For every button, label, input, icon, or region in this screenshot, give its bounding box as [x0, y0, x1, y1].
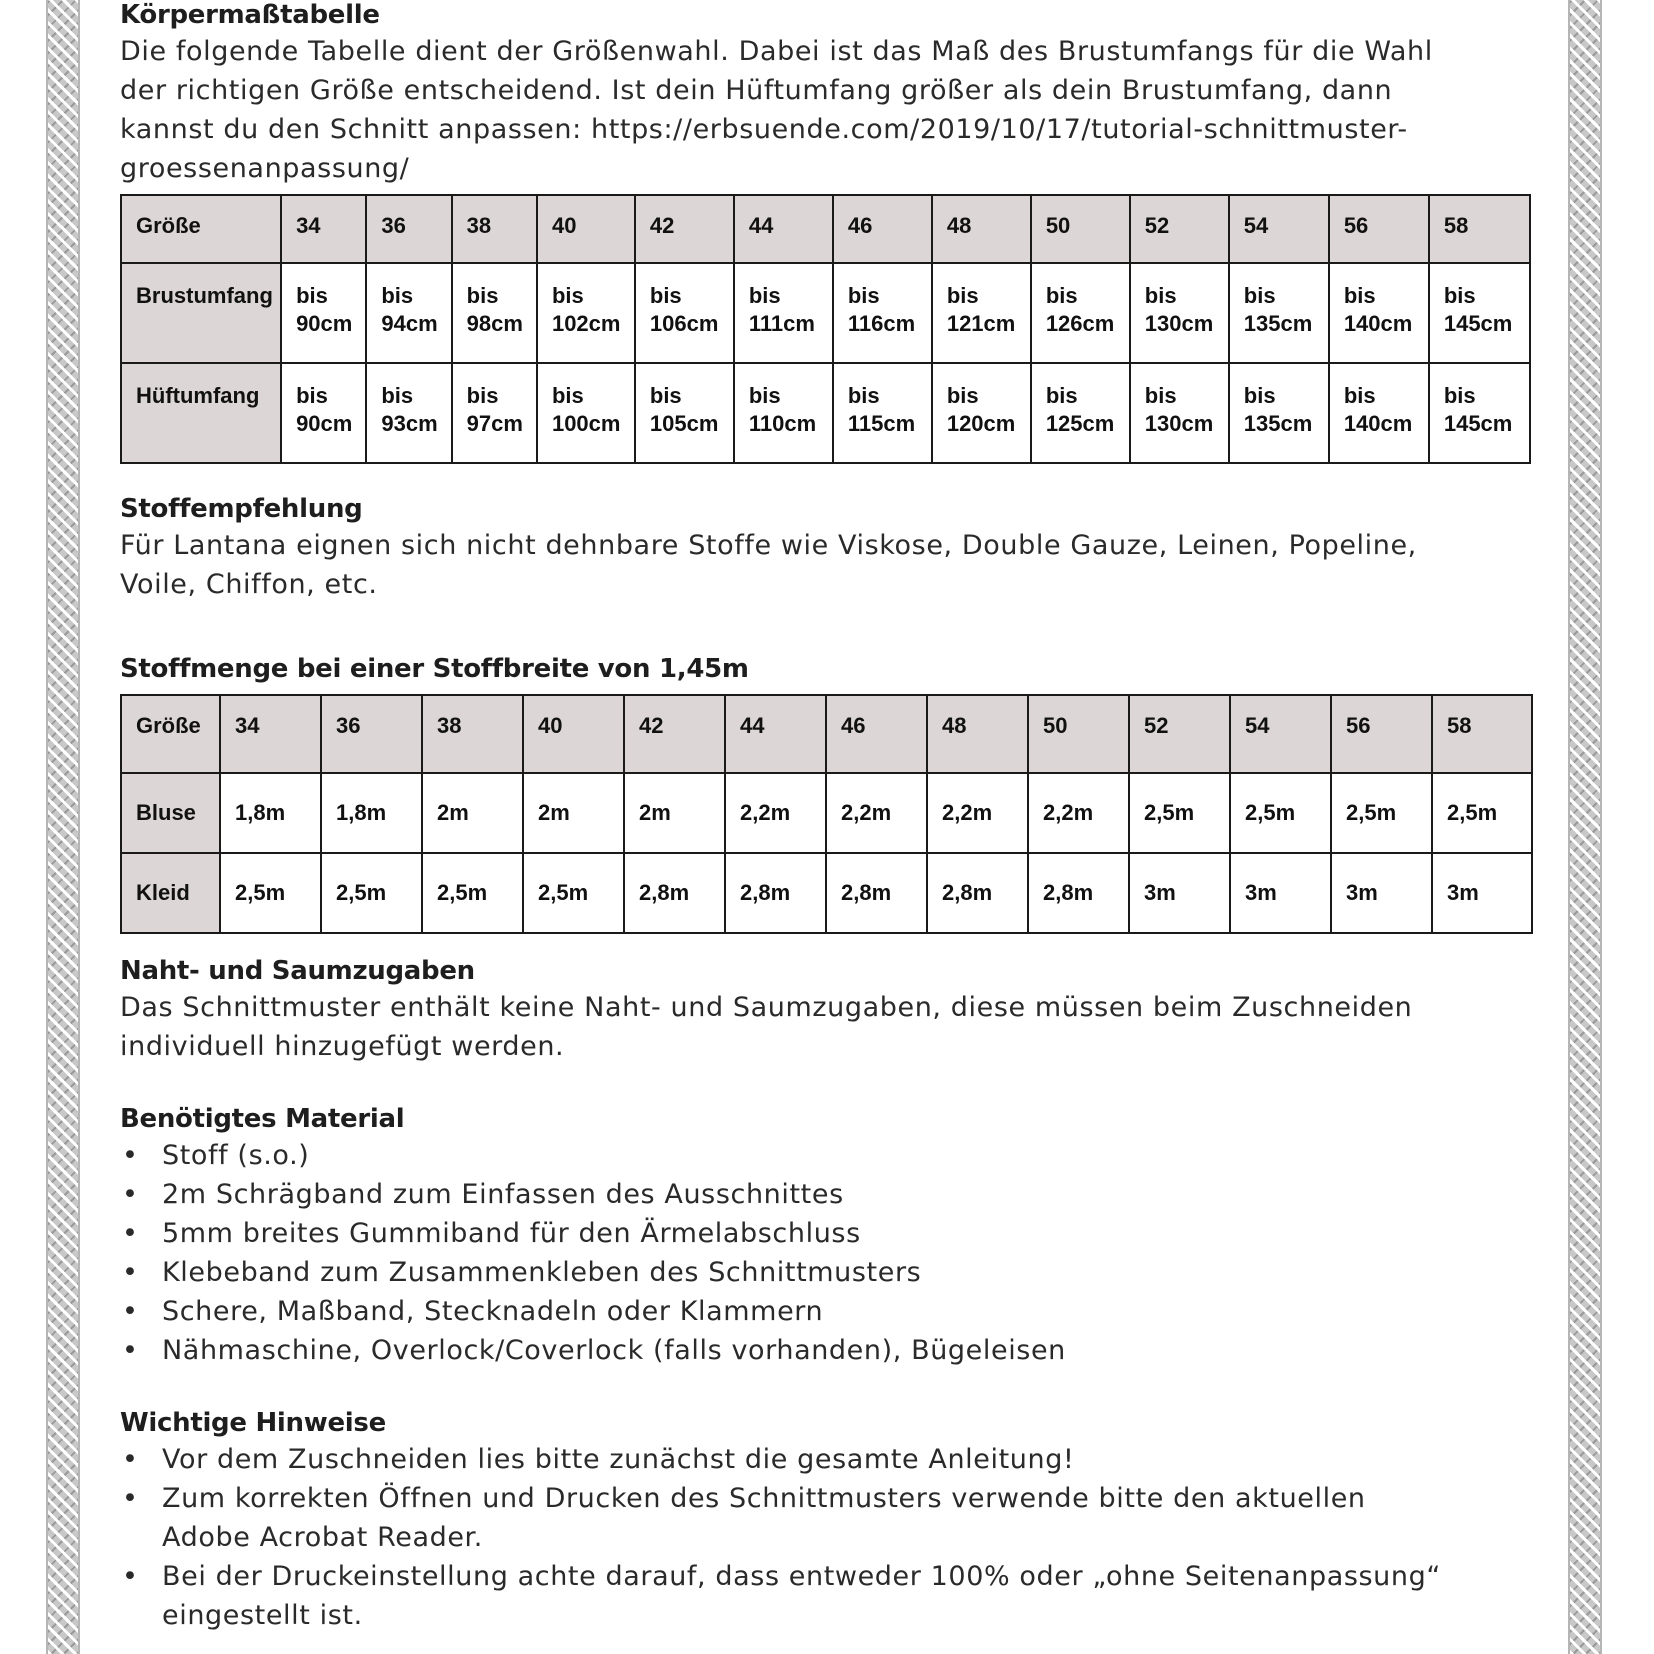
size-col-header: 50 [1031, 195, 1130, 263]
table-cell: 2,8m [725, 853, 826, 933]
table-cell: bis 130cm [1130, 263, 1229, 363]
table-cell: 2,5m [1331, 773, 1432, 853]
fabric-heading: Stoffempfehlung [120, 494, 363, 524]
table-cell: bis 90cm [281, 363, 366, 463]
size-col-header: 44 [734, 195, 833, 263]
table-cell: bis 126cm [1031, 263, 1130, 363]
size-col-header: 52 [1129, 695, 1230, 773]
fabric-text: Für Lantana eignen sich nicht dehnbare Stoffe wie Viskose, Double Gauze, Leinen, Popeline, Voile, Chiffon, etc. [120, 530, 1417, 600]
size-col-header: 40 [537, 195, 635, 263]
size-col-header: 46 [833, 195, 932, 263]
table-cell: bis 140cm [1329, 363, 1429, 463]
size-header-cell: Größe [121, 695, 220, 773]
notes-list [120, 1440, 1460, 1635]
table-cell: 3m [1129, 853, 1230, 933]
table-cell: 2,8m [624, 853, 725, 933]
list-item: • Bei der Druckeinstellung achte darauf, dass entweder 100% oder „ohne Seitenanpassung“ eingestellt ist. [120, 1557, 1460, 1635]
size-col-header: 38 [422, 695, 523, 773]
size-col-header: 44 [725, 695, 826, 773]
table-cell: 1,8m [321, 773, 422, 853]
size-col-header: 58 [1429, 195, 1530, 263]
table-cell: 2,8m [826, 853, 927, 933]
size-col-header: 34 [220, 695, 321, 773]
size-col-header: 42 [624, 695, 725, 773]
list-item: • 2m Schrägband zum Einfassen des Ausschnittes [120, 1175, 1530, 1214]
fabric-amount-table [120, 694, 1533, 934]
row-label: Hüftumfang [121, 363, 281, 463]
size-col-header: 50 [1028, 695, 1129, 773]
size-table-header-row [121, 195, 1530, 263]
table-cell: bis 130cm [1130, 363, 1229, 463]
table-cell: bis 115cm [833, 363, 932, 463]
table-row [121, 853, 1532, 933]
table-cell: 2,8m [927, 853, 1028, 933]
table-cell: 2m [422, 773, 523, 853]
table-cell: bis 90cm [281, 263, 366, 363]
fabric-table-header-row [121, 695, 1532, 773]
table-cell: 3m [1432, 853, 1532, 933]
size-col-header: 34 [281, 195, 366, 263]
size-header-cell: Größe [121, 195, 281, 263]
list-item: • 5mm breites Gummiband für den Ärmelabschluss [120, 1214, 1530, 1253]
size-col-header: 38 [452, 195, 537, 263]
table-cell: bis 105cm [635, 363, 734, 463]
table-cell: 2,5m [1432, 773, 1532, 853]
table-cell: bis 98cm [452, 263, 537, 363]
table-cell: bis 106cm [635, 263, 734, 363]
list-item: • Nähmaschine, Overlock/Coverlock (falls vorhanden), Bügeleisen [120, 1331, 1530, 1370]
list-item: • Schere, Maßband, Stecknadeln oder Klammern [120, 1292, 1530, 1331]
table-cell: 2,5m [1230, 773, 1331, 853]
table-cell: 1,8m [220, 773, 321, 853]
size-col-header: 40 [523, 695, 624, 773]
page-content [120, 0, 1530, 1635]
list-item: • Zum korrekten Öffnen und Drucken des Schnittmusters verwende bitte den aktuellen Adobe Acrobat Reader. [120, 1479, 1460, 1557]
size-col-header: 54 [1229, 195, 1329, 263]
size-col-header: 36 [321, 695, 422, 773]
row-label: Kleid [121, 853, 220, 933]
table-cell: 3m [1230, 853, 1331, 933]
size-col-header: 56 [1331, 695, 1432, 773]
table-cell: bis 145cm [1429, 363, 1530, 463]
size-table-intro: Die folgende Tabelle dient der Größenwahl. Dabei ist das Maß des Brustumfangs für die Wahl der richtigen Größe entscheidend. Ist dein Hüftumfang größer als dein Brustumfang, dann kannst du den Schnitt anpassen: https://erbsuende.com/2019/10/17/tutorial-schnittmuster-groessenanpassung/ [120, 36, 1433, 184]
table-cell: 2,5m [523, 853, 624, 933]
row-label: Brustumfang [121, 263, 281, 363]
table-cell: bis 97cm [452, 363, 537, 463]
size-col-header: 42 [635, 195, 734, 263]
table-cell: bis 100cm [537, 363, 635, 463]
size-col-header: 48 [927, 695, 1028, 773]
size-table-heading: Körpermaßtabelle [120, 0, 380, 30]
size-col-header: 46 [826, 695, 927, 773]
table-cell: 2,2m [1028, 773, 1129, 853]
size-col-header: 36 [366, 195, 451, 263]
table-cell: bis 140cm [1329, 263, 1429, 363]
table-cell: 2,5m [220, 853, 321, 933]
table-cell: bis 125cm [1031, 363, 1130, 463]
table-cell: bis 121cm [932, 263, 1031, 363]
table-cell: 2m [523, 773, 624, 853]
table-cell: bis 94cm [366, 263, 451, 363]
list-item: • Stoff (s.o.) [120, 1136, 1530, 1175]
fabric-amount-heading: Stoffmenge bei einer Stoffbreite von 1,45m [120, 654, 749, 684]
table-cell: bis 116cm [833, 263, 932, 363]
size-col-header: 56 [1329, 195, 1429, 263]
table-cell: bis 110cm [734, 363, 833, 463]
table-cell: 2,2m [826, 773, 927, 853]
table-cell: bis 93cm [366, 363, 451, 463]
table-row [121, 363, 1530, 463]
list-item: • Vor dem Zuschneiden lies bitte zunächst die gesamte Anleitung! [120, 1440, 1460, 1479]
right-decorative-border [1568, 0, 1602, 1654]
size-col-header: 58 [1432, 695, 1532, 773]
table-row [121, 263, 1530, 363]
table-row [121, 773, 1532, 853]
table-cell: bis 111cm [734, 263, 833, 363]
table-cell: 2,8m [1028, 853, 1129, 933]
table-cell: bis 135cm [1229, 363, 1329, 463]
table-cell: 2m [624, 773, 725, 853]
material-heading: Benötigtes Material [120, 1104, 405, 1134]
material-list [120, 1136, 1530, 1370]
seam-heading: Naht- und Saumzugaben [120, 956, 475, 986]
table-cell: bis 135cm [1229, 263, 1329, 363]
table-cell: bis 120cm [932, 363, 1031, 463]
list-item: • Klebeband zum Zusammenkleben des Schnittmusters [120, 1253, 1530, 1292]
seam-text: Das Schnittmuster enthält keine Naht- und Saumzugaben, diese müssen beim Zuschneiden individuell hinzugefügt werden. [120, 992, 1413, 1062]
table-cell: 2,5m [321, 853, 422, 933]
table-cell: 2,5m [1129, 773, 1230, 853]
left-decorative-border [46, 0, 80, 1654]
table-cell: 2,5m [422, 853, 523, 933]
size-col-header: 54 [1230, 695, 1331, 773]
table-cell: 3m [1331, 853, 1432, 933]
notes-heading: Wichtige Hinweise [120, 1408, 386, 1438]
table-cell: bis 145cm [1429, 263, 1530, 363]
table-cell: 2,2m [927, 773, 1028, 853]
table-cell: bis 102cm [537, 263, 635, 363]
size-col-header: 48 [932, 195, 1031, 263]
row-label: Bluse [121, 773, 220, 853]
size-table [120, 194, 1531, 464]
size-col-header: 52 [1130, 195, 1229, 263]
table-cell: 2,2m [725, 773, 826, 853]
